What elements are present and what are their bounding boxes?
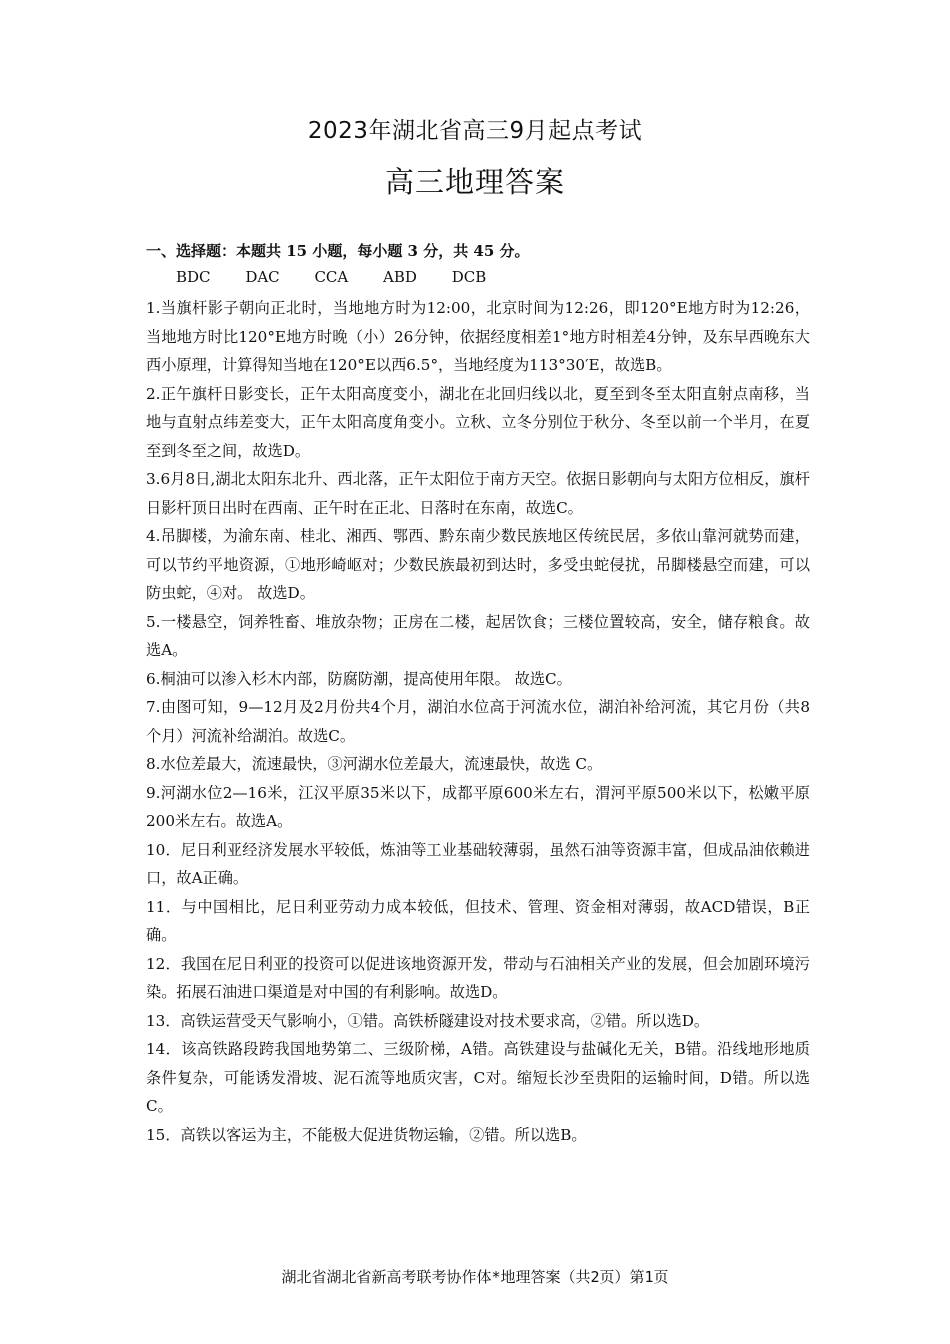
- explanation-item: 14．该高铁路段跨我国地势第二、三级阶梯，A错。高铁建设与盐碱化无关，B错。沿线地形地质条件复杂，可能诱发滑坡、泥石流等地质灾害，C对。缩短长沙至贵阳的运输时间，D错。所以选C。: [146, 1040, 810, 1115]
- explanation-item: 9.河湖水位2—16米，江汉平原35米以下，成都平原600米左右，渭河平原500米以下，松嫩平原200米左右。故选A。: [146, 783, 810, 830]
- answer-group: DAC: [245, 268, 280, 286]
- explanation-item: 10．尼日利亚经济发展水平较低，炼油等工业基础较薄弱，虽然石油等资源丰富，但成品油依赖进口，故A正确。: [146, 840, 810, 887]
- explanation-item: 13．高铁运营受天气影响小，①错。高铁桥隧建设对技术要求高，②错。所以选D。: [146, 1011, 710, 1030]
- explanation-item: 1.当旗杆影子朝向正北时，当地地方时为12:00，北京时间为12:26，即120°E地方时为12:26，当地地方时比120°E地方时晚（小）26分钟，依据经度相差1°地方时相差4分钟，及东早西晚东大西小原理，计算得知当地在120°E以西6.5°，当地经度为113°30′E，故选B。: [146, 299, 810, 374]
- explanation-item: 3.6月8日,湖北太阳东北升、西北落，正午太阳位于南方天空。依据日影朝向与太阳方位相反，旗杆日影杆顶日出时在西南、正午时在正北、日落时在东南，故选C。: [146, 470, 810, 517]
- exam-title: 2023年湖北省高三9月起点考试: [307, 118, 643, 144]
- answer-group: ABD: [383, 268, 417, 286]
- explanation-item: 6.桐油可以渗入杉木内部，防腐防潮，提高使用年限。 故选C。: [146, 669, 572, 688]
- answer-group: CCA: [314, 268, 349, 286]
- explanation-item: 2.正午旗杆日影变长，正午太阳高度变小，湖北在北回归线以北，夏至到冬至太阳直射点南移，当地与直射点纬差变大，正午太阳高度角变小。立秋、立冬分别位于秋分、冬至以前一个半月，在夏至到冬至之间，故选D。: [146, 384, 810, 460]
- answer-key-row: [176, 268, 516, 286]
- answer-title: 高三地理答案: [384, 165, 565, 199]
- explanation-item: 11．与中国相比，尼日利亚劳动力成本较低，但技术、管理、资金相对薄弱，故ACD错误，B正确。: [146, 897, 810, 944]
- answer-group: BDC: [176, 268, 211, 286]
- explanations: [146, 294, 810, 1149]
- explanation-item: 12．我国在尼日利亚的投资可以促进该地资源开发，带动与石油相关产业的发展，但会加剧环境污染。拓展石油进口渠道是对中国的有利影响。故选D。: [146, 954, 810, 1001]
- explanation-item: 15．高铁以客运为主，不能极大促进货物运输，②错。所以选B。: [146, 1125, 587, 1144]
- explanation-item: 4.吊脚楼，为渝东南、桂北、湘西、鄂西、黔东南少数民族地区传统民居，多依山靠河就势而建，可以节约平地资源，①地形崎岖对；少数民族最初到达时，多受虫蛇侵扰，吊脚楼悬空而建，可以防虫蛇，④对。 故选D。: [146, 527, 810, 602]
- section-heading: 一、选择题：本题共 15 小题，每小题 3 分，共 45 分。: [146, 242, 530, 260]
- explanation-item: 5.一楼悬空，饲养牲畜、堆放杂物；正房在二楼，起居饮食；三楼位置较高，安全，储存粮食。故选A。: [146, 612, 810, 659]
- explanation-item: 7.由图可知，9—12月及2月份共4个月，湖泊水位高于河流水位，湖泊补给河流，其它月份（共8个月）河流补给湖泊。故选C。: [146, 698, 810, 745]
- page-footer: 湖北省湖北省新高考联考协作体*地理答案（共2页）第1页: [281, 1268, 669, 1286]
- explanation-item: 8.水位差最大，流速最快，③河湖水位差最大，流速最快，故选 C。: [146, 755, 603, 773]
- answer-group: DCB: [451, 268, 487, 286]
